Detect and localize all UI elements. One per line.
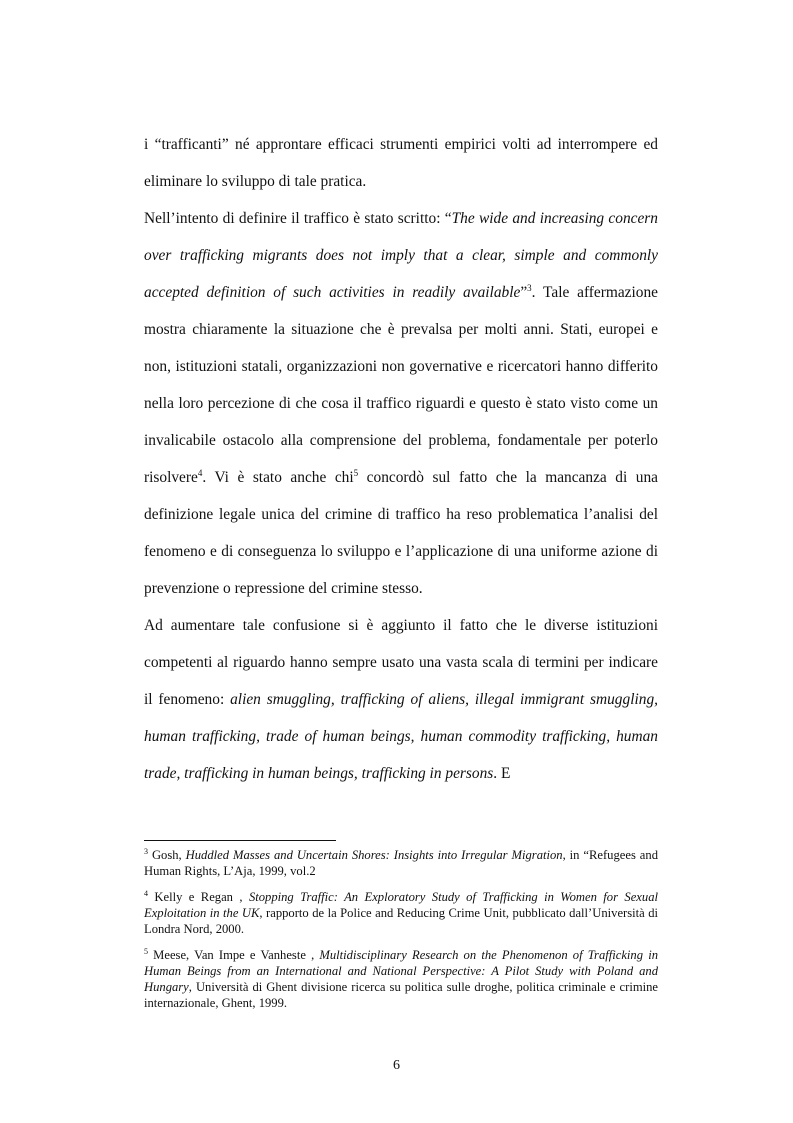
paragraph-2-middle: . Tale affermazione mostra chiaramente la situazione che è prevalsa per molti anni. Stati, europei e non, istituzioni statali, organizzazioni non governative e ricercatori hanno differito nella loro percezione di che cosa il traffico riguardi e questo è stato visto come un invalicabile ostacolo alla comprensione del problema, fondamentale per poterlo risolvere [144,284,659,486]
footnotes [144,847,658,1021]
footnote-4-number: 4 [144,888,148,898]
footnote-3-details: , in “Refugees and Human Rights, L’Aja, 1999, vol.2 [144,848,658,878]
footnote-3 [144,847,658,879]
body-text [144,126,658,792]
paragraph-1 [144,126,658,200]
paragraph-2 [144,200,658,607]
paragraph-3 [144,607,658,792]
paragraph-3-intro: Ad aumentare tale confusione si è aggiunto il fatto che le diverse istituzioni competenti al riguardo hanno sempre usato una vasta scala di termini per indicare il fenomeno: [144,617,658,708]
paragraph-2-end: concordò sul fatto che la mancanza di una definizione legale unica del crimine di traffico ha reso problematica l’analisi del fenomeno e di conseguenza lo sviluppo e l’applicazione di una uniforme azione di prevenzione o repressione del crimine stesso. [144,469,658,597]
footnote-5-title: Multidisciplinary Research on the Phenomenon of Trafficking in Human Beings from an International and National Perspective: A Pilot Study with Poland and Hungary [144,948,658,994]
paragraph-3-terms: alien smuggling, trafficking of aliens, illegal immigrant smuggling, human trafficking, trade of human beings, human commodity trafficking, human trade, trafficking in human beings, trafficking in persons [144,691,658,782]
footnote-4 [144,889,658,937]
paragraph-2-chi: . Vi è stato anche chi [202,469,354,486]
paragraph-1-text: i “trafficanti” né approntare efficaci strumenti empirici volti ad interrompere ed eliminare lo sviluppo di tale pratica. [144,136,658,190]
footnote-4-author: Kelly e Regan , [148,890,249,904]
footnote-separator [144,840,336,841]
footnote-ref-5: 5 [353,467,359,478]
footnote-4-title: Stopping Traffic: An Exploratory Study of Trafficking in Women for Sexual Exploitation in the UK [144,890,658,920]
footnote-3-number: 3 [144,846,148,856]
paragraph-2-intro: Nell’intento di definire il traffico è stato scritto: “ [144,210,452,227]
footnote-5-details: , Università di Ghent divisione ricerca su politica sulle droghe, politica criminale e crimine internazionale, Ghent, 1999. [144,980,658,1010]
page-number: 6 [393,1058,400,1073]
footnote-4-details: , rapporto de la Police and Reducing Crime Unit, pubblicato dall’Università di Londra Nord, 2000. [144,906,658,936]
paragraph-3-end: . E [493,765,511,782]
footnote-3-title: Huddled Masses and Uncertain Shores: Insights into Irregular Migration [185,848,563,862]
footnote-ref-3: 3 [527,282,532,293]
footnote-5 [144,947,658,1011]
footnote-ref-4: 4 [197,467,203,478]
footnote-3-author: Gosh, [148,848,186,862]
paragraph-2-quote-close: ” [520,284,528,301]
paragraph-2-quote: The wide and increasing concern over trafficking migrants does not imply that a clear, simple and commonly accepted definition of such activities in readily available [144,210,658,301]
footnote-5-author: Meese, Van Impe e Vanheste , [148,948,320,962]
footnote-5-number: 5 [144,946,148,956]
